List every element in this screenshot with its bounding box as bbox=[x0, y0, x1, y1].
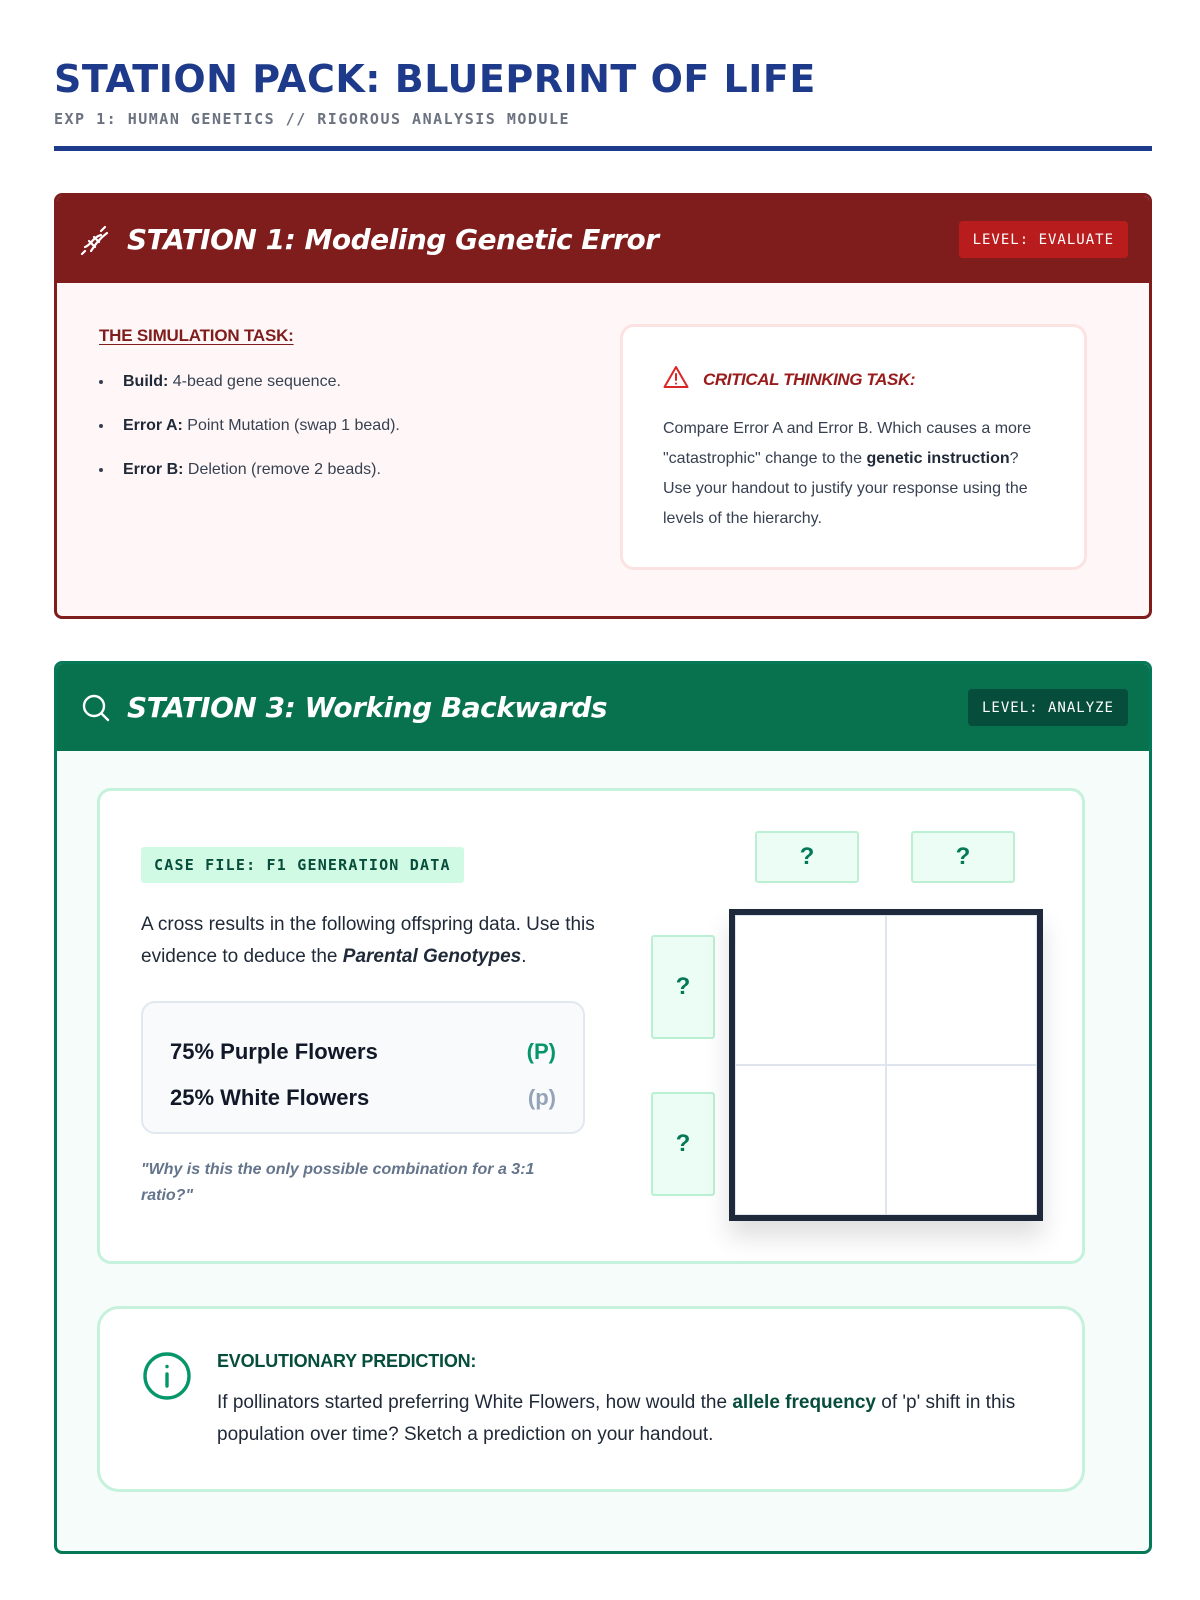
page-subtitle: EXP 1: HUMAN GENETICS // RIGOROUS ANALYSIS MODULE bbox=[54, 110, 571, 128]
evolutionary-prediction-text bbox=[217, 1387, 1057, 1451]
station-3-title: STATION 3: Working Backwards bbox=[127, 691, 608, 724]
list-item-label: Error A: bbox=[123, 417, 183, 434]
evolutionary-prediction-panel bbox=[97, 1306, 1085, 1492]
parent-allele-side-1[interactable]: ? bbox=[651, 935, 715, 1039]
data-row-label: 75% Purple Flowers bbox=[170, 1039, 378, 1064]
list-item-text: Point Mutation (swap 1 bead). bbox=[182, 417, 400, 434]
text-segment: If pollinators started preferring White Flowers, how would the bbox=[217, 1392, 733, 1413]
station-1-header bbox=[57, 196, 1149, 283]
station-3-level-badge: LEVEL: ANALYZE bbox=[968, 689, 1128, 726]
station-3-header bbox=[57, 664, 1149, 751]
list-item-text: 4-bead gene sequence. bbox=[168, 373, 341, 390]
dna-icon bbox=[79, 223, 113, 257]
text-segment: Compare Error A and Error B. Which causes a more "catastrophic" change to the bbox=[663, 420, 1032, 467]
critical-thinking-text bbox=[663, 414, 1048, 534]
case-file-badge: CASE FILE: F1 GENERATION DATA bbox=[141, 847, 464, 883]
critical-thinking-box bbox=[620, 324, 1087, 570]
list-item-label: Build: bbox=[123, 373, 169, 390]
list-item-label: Error B: bbox=[123, 461, 184, 478]
punnett-cell[interactable] bbox=[735, 915, 886, 1065]
critical-thinking-title: CRITICAL THINKING TASK: bbox=[703, 369, 916, 389]
station-1-title: STATION 1: Modeling Genetic Error bbox=[127, 223, 659, 256]
text-segment: . bbox=[521, 946, 527, 967]
station-1-level-badge: LEVEL: EVALUATE bbox=[959, 221, 1128, 258]
emphasis: Parental Genotypes bbox=[342, 946, 522, 967]
header-divider bbox=[54, 146, 1152, 151]
evolutionary-prediction-heading: EVOLUTIONARY PREDICTION: bbox=[217, 1351, 477, 1371]
case-file-text bbox=[141, 909, 611, 973]
allele-recessive: (p) bbox=[527, 1085, 556, 1110]
info-icon bbox=[141, 1350, 193, 1402]
parent-allele-top-1[interactable]: ? bbox=[755, 831, 859, 883]
text-segment: of 'p' shift in this population over time? Sketch a prediction on your handout. bbox=[217, 1392, 1016, 1445]
punnett-cell[interactable] bbox=[886, 1065, 1037, 1215]
critical-thinking-header bbox=[663, 365, 1048, 394]
page-title: STATION PACK: BLUEPRINT OF LIFE bbox=[54, 57, 816, 101]
list-item bbox=[99, 372, 579, 416]
allele-dominant: (P) bbox=[526, 1039, 556, 1064]
simulation-task-list bbox=[99, 372, 579, 504]
parent-allele-top-2[interactable]: ? bbox=[911, 831, 1015, 883]
data-row bbox=[170, 1029, 556, 1075]
list-item bbox=[99, 460, 579, 504]
parent-allele-side-2[interactable]: ? bbox=[651, 1092, 715, 1196]
station-3-card bbox=[54, 661, 1152, 1554]
list-item-text: Deletion (remove 2 beads). bbox=[183, 461, 381, 478]
data-row-label: 25% White Flowers bbox=[170, 1085, 370, 1110]
warning-icon bbox=[663, 365, 689, 394]
station-1-card bbox=[54, 193, 1152, 619]
page-header bbox=[54, 56, 1152, 128]
simulation-task bbox=[99, 326, 579, 504]
case-file-panel bbox=[97, 788, 1085, 1264]
punnett-cell[interactable] bbox=[735, 1065, 886, 1215]
emphasis: genetic instruction bbox=[866, 450, 1010, 467]
search-icon bbox=[79, 691, 113, 725]
punnett-cell[interactable] bbox=[886, 915, 1037, 1065]
data-row bbox=[170, 1075, 556, 1121]
offspring-data-box bbox=[141, 1001, 585, 1134]
punnett-square bbox=[729, 909, 1043, 1221]
list-item bbox=[99, 416, 579, 460]
guiding-question: "Why is this the only possible combination for a 3:1 ratio?" bbox=[141, 1161, 535, 1204]
simulation-task-heading: THE SIMULATION TASK: bbox=[99, 326, 294, 345]
text-segment: ? Use your handout to justify your response using the levels of the hierarchy. bbox=[663, 450, 1028, 527]
emphasis: allele frequency bbox=[732, 1392, 876, 1413]
text-segment: A cross results in the following offspring data. Use this evidence to deduce the bbox=[141, 914, 595, 967]
